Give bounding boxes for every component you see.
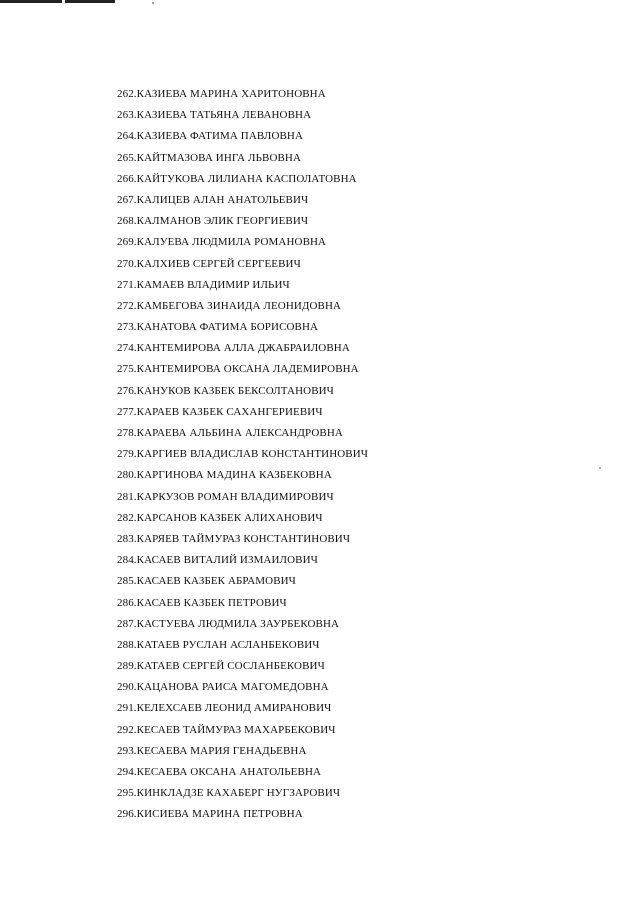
- list-item: 278.КАРАЕВА АЛЬБИНА АЛЕКСАНДРОВНА: [117, 427, 343, 439]
- list-item: 275.КАНТЕМИРОВА ОКСАНА ЛАДЕМИРОВНА: [117, 363, 359, 376]
- list-item: 274.КАНТЕМИРОВА АЛЛА ДЖАБРАИЛОВНА: [117, 342, 350, 355]
- list-item: 295.КИНКЛАДЗЕ КАХАБЕРГ НУГЗАРОВИЧ: [117, 787, 341, 800]
- list-item: 269.КАЛУЕВА ЛЮДМИЛА РОМАНОВНА: [117, 236, 327, 249]
- list-item: 280.КАРГИНОВА МАДИНА КАЗБЕКОВНА: [117, 469, 332, 482]
- scan-speck: [152, 2, 154, 4]
- list-item: 276.КАНУКОВ КАЗБЕК БЕКСОЛТАНОВИЧ: [117, 384, 334, 397]
- list-item: 287.КАСТУЕВА ЛЮДМИЛА ЗАУРБЕКОВНА: [117, 617, 340, 630]
- list-item: 285.КАСАЕВ КАЗБЕК АБРАМОВИЧ: [117, 575, 296, 588]
- list-item: 264.КАЗИЕВА ФАТИМА ПАВЛОВНА: [117, 130, 304, 143]
- list-item: 270.КАЛХИЕВ СЕРГЕЙ СЕРГЕЕВИЧ: [117, 257, 301, 270]
- list-item: 294.КЕСАЕВА ОКСАНА АНАТОЛЬЕВНА: [117, 766, 322, 778]
- list-item: 277.КАРАЕВ КАЗБЕК САХАНГЕРИЕВИЧ: [117, 405, 323, 418]
- list-item: 265.КАЙТМАЗОВА ИНГА ЛЬВОВНА: [117, 151, 302, 164]
- list-item: 267.КАЛИЦЕВ АЛАН АНАТОЛЬЕВИЧ: [117, 193, 309, 206]
- list-item: 288.КАТАЕВ РУСЛАН АСЛАНБЕКОВИЧ: [117, 638, 320, 651]
- list-item: 291.КЕЛЕХСАЕВ ЛЕОНИД АМИРАНОВИЧ: [117, 702, 332, 715]
- list-item: 263.КАЗИЕВА ТАТЬЯНА ЛЕВАНОВНА: [117, 109, 312, 122]
- list-item: 286.КАСАЕВ КАЗБЕК ПЕТРОВИЧ: [117, 596, 287, 609]
- scan-edge-mark: [0, 0, 115, 3]
- list-item: 292.КЕСАЕВ ТАЙМУРАЗ МАХАРБЕКОВИЧ: [117, 723, 336, 736]
- list-item: 268.КАЛМАНОВ ЭЛИК ГЕОРГИЕВИЧ: [117, 215, 309, 228]
- list-item: 284.КАСАЕВ ВИТАЛИЙ ИЗМАИЛОВИЧ: [117, 554, 318, 567]
- list-item: 293.КЕСАЕВА МАРИЯ ГЕНАДЬЕВНА: [117, 744, 307, 757]
- list-item: 271.КАМАЕВ ВЛАДИМИР ИЛЬИЧ: [117, 278, 290, 291]
- list-item: 282.КАРСАНОВ КАЗБЕК АЛИХАНОВИЧ: [117, 511, 323, 524]
- list-item: 289.КАТАЕВ СЕРГЕЙ СОСЛАНБЕКОВИЧ: [117, 660, 325, 673]
- list-item: 272.КАМБЕГОВА ЗИНАИДА ЛЕОНИДОВНА: [117, 299, 342, 312]
- list-item: 281.КАРКУЗОВ РОМАН ВЛАДИМИРОВИЧ: [117, 490, 334, 503]
- list-item: 273.КАНАТОВА ФАТИМА БОРИСОВНА: [117, 321, 319, 334]
- scan-edge-mark-gap: [62, 0, 65, 3]
- scan-speck: [599, 467, 601, 469]
- list-item: 296.КИСИЕВА МАРИНА ПЕТРОВНА: [117, 808, 303, 821]
- list-item: 266.КАЙТУКОВА ЛИЛИАНА КАСПОЛАТОВНА: [117, 172, 357, 185]
- list-item: 283.КАРЯЕВ ТАЙМУРАЗ КОНСТАНТИНОВИЧ: [117, 532, 351, 545]
- list-item: 290.КАЦАНОВА РАИСА МАГОМЕДОВНА: [117, 681, 329, 694]
- list-item: 262.КАЗИЕВА МАРИНА ХАРИТОНОВНА: [117, 88, 326, 100]
- list-item: 279.КАРГИЕВ ВЛАДИСЛАВ КОНСТАНТИНОВИЧ: [117, 448, 369, 461]
- name-list: [117, 84, 368, 826]
